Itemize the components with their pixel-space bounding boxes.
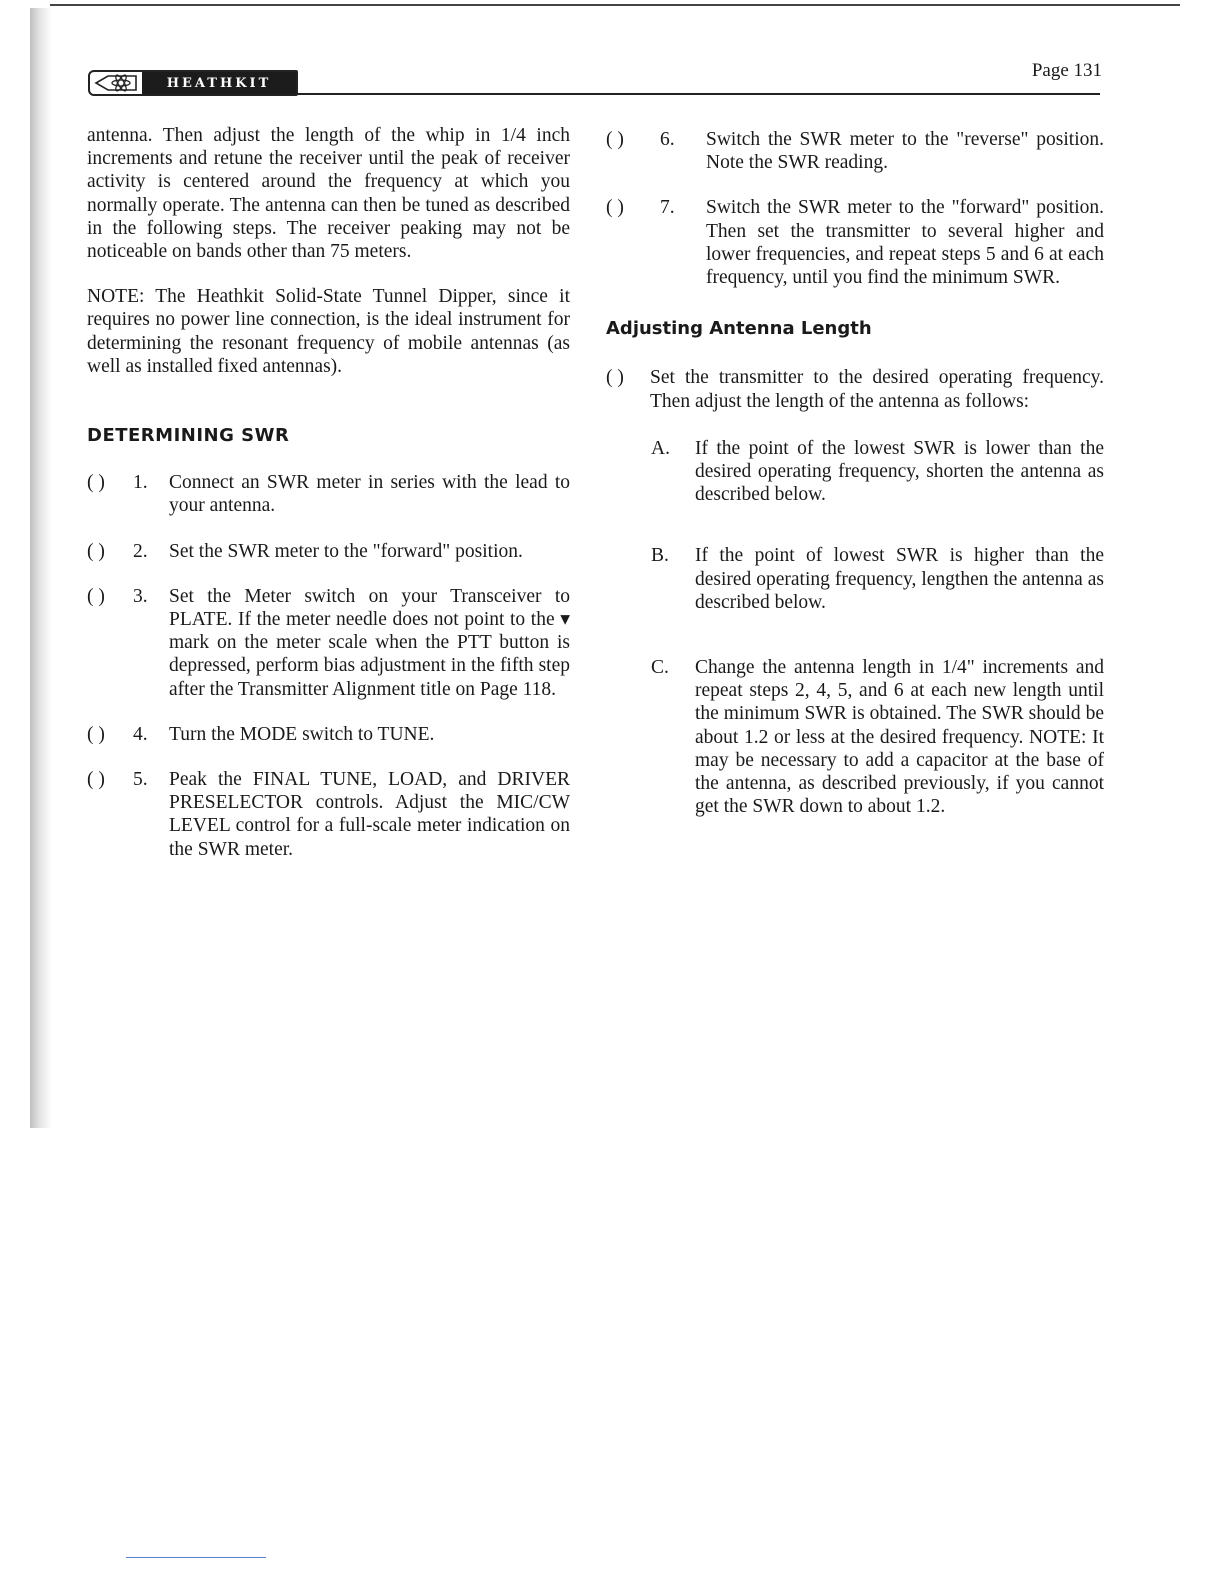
right-column [606,128,1104,840]
step-text: Switch the SWR meter to the "reverse" position. Note the SWR reading. [706,129,1104,174]
step-checkbox[interactable]: ( ) [606,197,624,219]
heathkit-logo [88,70,298,96]
step-text: Turn the MODE switch to TUNE. [169,723,435,745]
step-text: Set the Meter switch on your Transceiver to PLATE. If the meter needle does not point to the ▾ mark on the meter scale when the PTT button is depressed, perform bias adjustment in the fifth step after the Transmitter Alignment title on Page 118. [169,585,570,700]
step-1 [87,471,570,517]
step-checkbox[interactable]: ( ) [87,723,105,745]
step-text: Connect an SWR meter in series with the lead to your antenna. [169,472,570,517]
substep-text: If the point of the lowest SWR is lower than the desired operating frequency, shorten the antenna as described below. [695,437,1104,506]
left-column [87,124,570,883]
step-text: Peak the FINAL TUNE, LOAD, and DRIVER PRESELECTOR controls. Adjust the MIC/CW LEVEL control for a full-scale meter indication on the SWR meter. [169,769,570,860]
substep-letter: B. [651,545,669,567]
bottom-link-underline [126,1557,266,1558]
step-checkbox[interactable]: ( ) [606,367,624,389]
step-text: Switch the SWR meter to the "forward" position. Then set the transmitter to several higher and lower frequencies, and repeat steps 5 and 6 at each frequency, until you find the minimum SWR. [706,197,1104,289]
step-checkbox[interactable]: ( ) [87,769,105,791]
atom-emblem-icon [90,72,142,94]
note-paragraph: NOTE: The Heathkit Solid-State Tunnel Dipper, since it requires no power line connection, is the ideal instrument for determining the resonant frequency of mobile antennas (as well as installed fixed antennas). [87,286,570,377]
step-number: 1. [133,472,148,494]
step-number: 6. [660,129,675,150]
substep-text: Change the antenna length in 1/4" increments and repeat steps 2, 4, 5, and 6 at each new length until the minimum SWR is obtained. The SWR should be about 1.2 or less at the desired frequency. NOTE: It may be necessary to add a capacitor at the base of the antenna, as described previously, if you cannot get the SWR down to about 1.2. [695,657,1104,818]
substep-text: If the point of lowest SWR is higher than the desired operating frequency, lengthen the antenna as described below. [695,545,1104,613]
substep-c [651,656,1104,818]
substep-letter: A. [651,437,670,459]
step-4 [87,723,570,746]
step-checkbox[interactable]: ( ) [87,472,105,494]
logo-wordmark: HEATHKIT [142,72,296,94]
step-text: Set the SWR meter to the "forward" position. [169,540,523,562]
scan-binding-shadow [30,8,52,1128]
step-number: 5. [133,769,148,791]
step-7 [606,196,1104,289]
step-number: 3. [133,585,148,607]
substep-b [651,544,1104,614]
step-checkbox[interactable]: ( ) [87,585,105,607]
adjust-intro-step [606,366,1104,412]
top-scan-rule [50,4,1180,6]
step-number: 2. [133,540,148,562]
section-heading-determining-swr: DETERMINING SWR [87,425,290,447]
step-6 [606,128,1104,174]
step-3 [87,585,570,701]
step-checkbox[interactable]: ( ) [606,129,624,150]
step-2 [87,540,570,563]
step-checkbox[interactable]: ( ) [87,540,105,562]
substep-a [651,437,1104,507]
adjust-intro-text: Set the transmitter to the desired operating frequency. Then adjust the length of the antenna as follows: [650,367,1104,412]
page-number: Page 131 [1031,60,1102,81]
intro-paragraph: antenna. Then adjust the length of the whip in 1/4 inch increments and retune the receiver until the peak of receiver activity is centered around the frequency at which you normally operate. The antenna can then be tuned as described in the following steps. The receiver peaking may not be noticeable on bands other than 75 meters. [87,125,570,263]
step-number: 4. [133,723,148,745]
substep-letter: C. [651,657,669,679]
step-number: 7. [660,197,675,219]
step-5 [87,768,570,861]
section-heading-adjusting-antenna-length: Adjusting Antenna Length [606,318,872,340]
header-rule [296,93,1100,95]
